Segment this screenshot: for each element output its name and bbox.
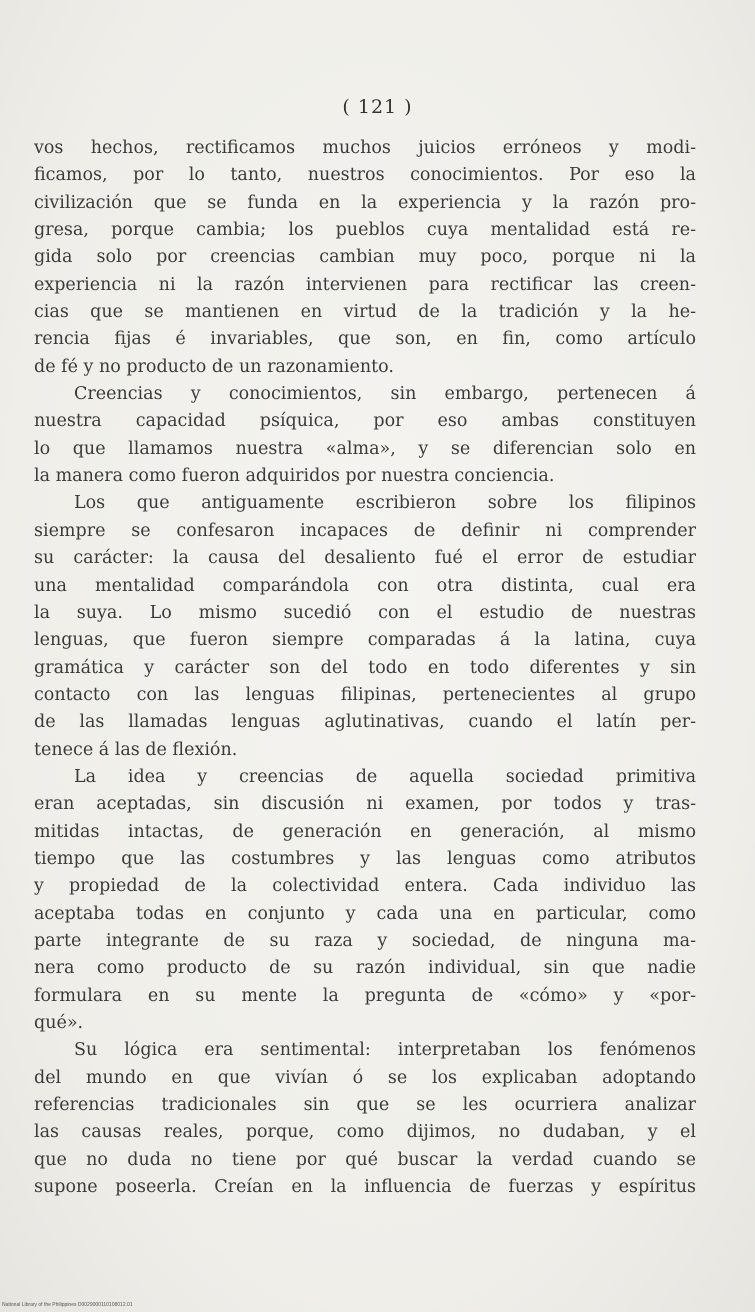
text-line: lo que llamamos nuestra «alma», y se diferencian solo en	[34, 438, 696, 459]
text-line: cias que se mantienen en virtud de la tradición y la he-	[34, 302, 696, 323]
text-line: Su lógica era sentimental: interpretaban los fenómenos	[74, 1040, 696, 1061]
text-line: tiempo que las costumbres y las lenguas como atributos	[34, 848, 696, 869]
text-line: parte integrante de su raza y sociedad, de ninguna ma-	[34, 930, 696, 951]
text-line: supone poseerla. Creían en la influencia de fuerzas y espíritus	[34, 1177, 696, 1198]
text-line: del mundo en que vivían ó se los explicaban adoptando	[34, 1067, 696, 1088]
text-line: rencia fijas é invariables, que son, en fin, como artículo	[34, 329, 696, 350]
text-line: qué».	[34, 1013, 84, 1033]
text-line: civilización que se funda en la experiencia y la razón pro-	[34, 192, 696, 213]
text-line: la suya. Lo mismo sucedió con el estudio de nuestras	[34, 602, 696, 623]
text-line: gramática y carácter son del todo en todo diferentes y sin	[34, 657, 696, 678]
text-line: La idea y creencias de aquella sociedad primitiva	[74, 766, 696, 787]
text-line: nuestra capacidad psíquica, por eso ambas constituyen	[34, 411, 696, 432]
text-line: Creencias y conocimientos, sin embargo, pertenecen á	[74, 384, 696, 405]
text-line: contacto con las lenguas filipinas, pertenecientes al grupo	[34, 684, 696, 705]
text-line: formulara en su mente la pregunta de «cómo» y «por-	[34, 985, 696, 1006]
text-line: lenguas, que fueron siempre comparadas á la latina, cuya	[34, 630, 696, 651]
text-line: gresa, porque cambia; los pueblos cuya mentalidad está re-	[34, 220, 696, 241]
text-line: la manera como fueron adquiridos por nuestra conciencia.	[34, 466, 555, 487]
text-line: aceptaba todas en conjunto y cada una en particular, como	[34, 903, 696, 924]
text-line: siempre se confesaron incapaces de definir ni comprender	[34, 520, 696, 541]
text-line: mitidas intactas, de generación en generación, al mismo	[34, 821, 696, 842]
text-line: una mentalidad comparándola con otra distinta, cual era	[34, 575, 696, 596]
text-line: experiencia ni la razón intervienen para rectificar las creen-	[34, 274, 696, 295]
text-line: referencias tradicionales sin que se les ocurriera analizar	[34, 1095, 696, 1116]
text-line: gida solo por creencias cambian muy poco, porque ni la	[34, 247, 696, 268]
text-line: y propiedad de la colectividad entera. Cada individuo las	[34, 876, 696, 897]
footer-watermark: National Library of the Philippines D0029000110108012.01	[2, 1302, 133, 1308]
text-line: vos hechos, rectificamos muchos juicios erróneos y modi-	[34, 138, 696, 158]
text-line: que no duda no tiene por qué buscar la verdad cuando se	[34, 1149, 696, 1170]
text-line: Los que antiguamente escribieron sobre los filipinos	[74, 493, 696, 514]
text-line: de las llamadas lenguas aglutinativas, cuando el latín per-	[34, 712, 696, 733]
text-line: las causas reales, porque, como dijimos, no dudaban, y el	[34, 1122, 696, 1143]
body-text	[34, 135, 696, 1201]
text-line: de fé y no producto de un razonamiento.	[34, 356, 394, 377]
text-line: tenece á las de flexión.	[34, 739, 238, 760]
text-line: ficamos, por lo tanto, nuestros conocimientos. Por eso la	[34, 165, 696, 186]
text-line: nera como producto de su razón individual, sin que nadie	[34, 958, 696, 979]
page-number: ( 121 )	[342, 96, 413, 118]
text-line: eran aceptadas, sin discusión ni examen, por todos y tras-	[34, 794, 696, 815]
text-line: su carácter: la causa del desaliento fué el error de estudiar	[34, 548, 696, 569]
